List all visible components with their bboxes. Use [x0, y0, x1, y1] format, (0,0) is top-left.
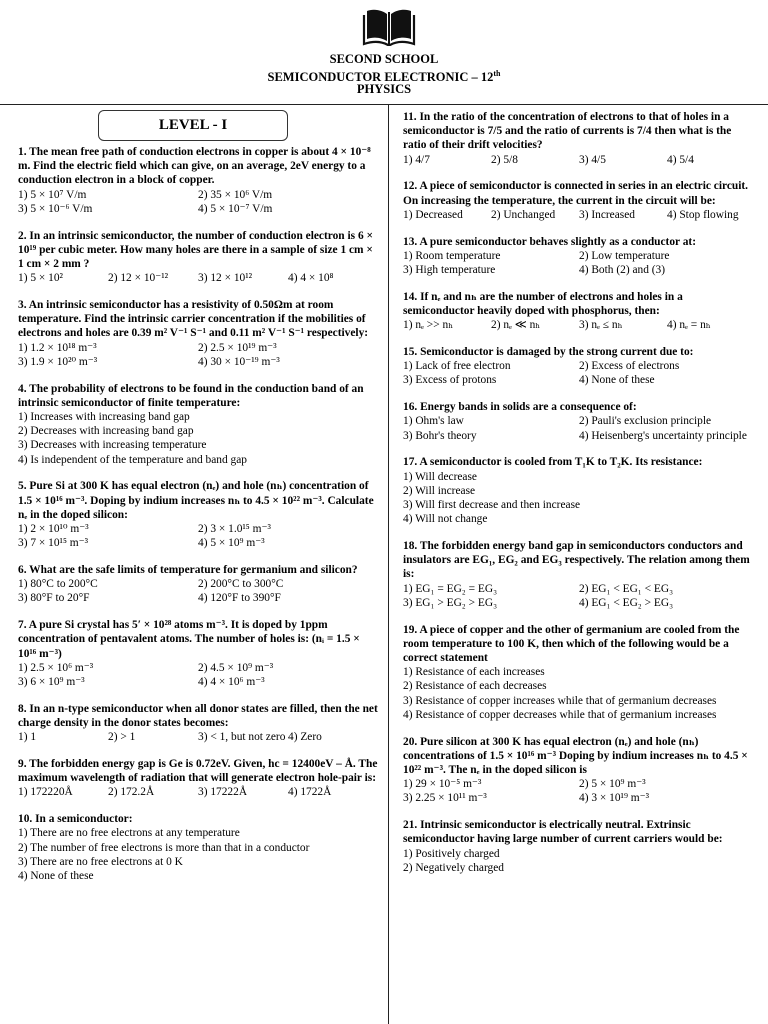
answer-options — [18, 341, 378, 369]
answer-option: 1) Decreased — [403, 208, 463, 221]
answer-options — [18, 522, 378, 550]
answer-option: 2) 3 × 1.0¹⁵ m⁻³ — [198, 523, 271, 536]
question-item — [18, 702, 378, 745]
answer-option: 2) Pauli's exclusion principle — [579, 415, 712, 428]
answer-option: 2) > 1 — [108, 731, 136, 744]
answer-option: 4) 1722Å — [288, 786, 332, 799]
answer-option: 3) Resistance of copper increases while that of germanium decreases — [403, 694, 717, 707]
answer-option: 4) 4 × 10⁸ — [288, 272, 334, 285]
answer-option: 2) 200°C to 300°C — [198, 578, 284, 591]
question-stem: 13. A pure semiconductor behaves slightly as a conductor at: — [403, 235, 697, 248]
answer-option: 2) 35 × 10⁶ V/m — [198, 188, 273, 201]
column-divider — [388, 105, 389, 1024]
question-stem: 15. Semiconductor is damaged by the strong current due to: — [403, 346, 694, 359]
question-item — [18, 229, 378, 286]
question-stem: 18. The forbidden energy band gap in semiconductors conductors and insulators are EG₁, EG₂ and EG₃ respectively. The relation among them is: — [403, 540, 750, 581]
answer-option: 1) Ohm's law — [403, 415, 464, 428]
answer-option: 3) 1.9 × 10²⁰ m⁻³ — [18, 355, 98, 368]
answer-option: 4) None of these — [579, 374, 655, 387]
answer-option: 3) 2.25 × 10¹¹ m⁻³ — [403, 792, 487, 805]
answer-option: 1) Positively charged — [403, 847, 500, 860]
answer-option: 2) Resistance of each decreases — [403, 680, 547, 693]
answer-option: 4) Stop flowing — [667, 208, 739, 221]
answer-option: 1) 1.2 × 10¹⁸ m⁻³ — [18, 341, 97, 354]
question-item — [403, 623, 755, 722]
question-stem: 10. In a semiconductor: — [18, 813, 133, 826]
question-item — [403, 735, 755, 806]
question-item — [18, 145, 378, 216]
question-stem: 20. Pure silicon at 300 K has equal electron (nₑ) and hole (nₕ) concentrations of 1.5 × 10¹⁶ m⁻³ Doping by indium increases nₕ to 4.5 × 10²² m⁻³. The nₑ in the doped silicon is — [403, 735, 748, 777]
answer-option: 4) 5 × 10⁹ m⁻³ — [198, 537, 265, 550]
answer-option: 4) 4 × 10⁶ m⁻³ — [198, 676, 265, 689]
question-item — [18, 618, 378, 689]
answer-option: 2) 12 × 10⁻¹² — [108, 272, 169, 285]
answer-option: 1) 4/7 — [403, 153, 430, 166]
answer-option: 3) 5 × 10⁻⁶ V/m — [18, 202, 93, 215]
answer-option: 2) Will increase — [403, 484, 476, 497]
answer-options — [403, 318, 755, 332]
answer-option: 3) 80°F to 20°F — [18, 592, 90, 605]
answer-option: 4) Is independent of the temperature and band gap — [18, 453, 247, 466]
question-item — [403, 455, 755, 526]
answer-option: 1) nₑ >> nₕ — [403, 319, 454, 332]
question-stem: 8. In an n-type semiconductor when all donor states are filled, then the net charge density in the donor states becomes: — [18, 702, 378, 730]
subject-line: SEMICONDUCTOR ELECTRONIC – 12th — [267, 69, 501, 85]
answer-option: 2) 5 × 10⁹ m⁻³ — [579, 778, 646, 791]
answer-option: 1) 1 — [18, 731, 37, 744]
answer-option: 3) EG₁ > EG₂ > EG₃ — [403, 596, 498, 609]
answer-option: 2) EG₁ < EG₁ < EG₃ — [579, 582, 674, 595]
question-stem: 1. The mean free path of conduction electrons in copper is about 4 × 10⁻⁸ m. Find the electric field which can give, on an average, 2eV energy to a conduction electron in a block of copper. — [18, 146, 371, 187]
answer-option: 3) nₑ ≤ nₕ — [579, 319, 623, 332]
answer-option: 4) Resistance of copper decreases while that of germanium increases — [403, 708, 717, 721]
answer-option: 2) Low temperature — [579, 249, 670, 262]
answer-option: 3) 7 × 10¹⁵ m⁻³ — [18, 537, 89, 550]
answer-options — [403, 470, 755, 527]
question-item — [403, 818, 755, 875]
question-stem: 5. Pure Si at 300 K has equal electron (nₑ) and hole (nₕ) concentration of 1.5 × 10¹⁶ m⁻³. Doping by indium increases nₕ to 4.5 × 10²² m⁻³. Calculate nₑ in the doped silicon: — [18, 480, 374, 521]
answer-option: 4) Both (2) and (3) — [579, 264, 666, 277]
answer-option: 3) 4/5 — [579, 153, 606, 166]
answer-option: 1) EG₁ = EG₂ = EG₃ — [403, 582, 498, 595]
answer-options — [18, 271, 378, 285]
question-stem: 12. A piece of semiconductor is connected in series in an electric circuit. On increasing the temperature, the current in the circuit will be: — [403, 180, 749, 207]
question-stem: 11. In the ratio of the concentration of electrons to that of holes in a semiconductor is 7/5 and the ratio of currents is 7/4 then what is the ratio of their drift velocities? — [403, 111, 732, 152]
answer-option: 4) Will not change — [403, 513, 488, 526]
answer-options — [403, 249, 755, 277]
answer-option: 1) Lack of free electron — [403, 360, 511, 373]
answer-option: 1) 5 × 10² — [18, 272, 63, 285]
answer-option: 3) There are no free electrons at 0 K — [18, 855, 183, 868]
answer-options — [403, 208, 755, 222]
answer-option: 3) Will first decrease and then increase — [403, 499, 581, 512]
question-stem: 17. A semiconductor is cooled from T₁K to T₂K. Its resistance: — [403, 456, 703, 469]
answer-option: 4) None of these — [18, 870, 94, 883]
answer-option: 1) Will decrease — [403, 470, 477, 483]
book-icon — [362, 6, 416, 46]
answer-option: 3) 12 × 10¹² — [198, 272, 253, 285]
question-stem: 16. Energy bands in solids are a consequence of: — [403, 401, 637, 414]
answer-options — [403, 665, 755, 722]
question-item — [403, 400, 755, 443]
answer-option: 2) The number of free electrons is more than that in a conductor — [18, 841, 310, 854]
answer-option: 1) 172220Å — [18, 786, 73, 799]
answer-option: 3) 17222Å — [198, 786, 248, 799]
answer-options — [18, 785, 378, 799]
answer-option: 1) Room temperature — [403, 249, 501, 262]
question-stem: 7. A pure Si crystal has 5′ × 10²⁸ atoms m⁻³. It is doped by 1ppm concentration of pentavalent atoms. The number of holes is: (nᵢ = 1.5 × 10¹⁶ m⁻³) — [18, 619, 360, 660]
answer-options — [18, 577, 378, 605]
answer-option: 2) nₑ ≪ nₕ — [491, 319, 541, 332]
question-item — [18, 382, 378, 467]
right-column — [403, 110, 755, 888]
answer-option: 3) Increased — [579, 208, 635, 221]
answer-option: 3) Excess of protons — [403, 374, 497, 387]
answer-option: 4) 5/4 — [667, 153, 694, 166]
answer-option: 4) EG₁ < EG₂ > EG₃ — [579, 596, 674, 609]
answer-option: 3) < 1, but not zero — [198, 731, 286, 744]
question-stem: 2. In an intrinsic semiconductor, the number of conduction electron is 6 × 10¹⁹ per cubic meter. How many holes are there in a sample of size 1 cm × 1 cm × 2 mm ? — [18, 229, 373, 271]
subject-name: PHYSICS — [356, 82, 412, 96]
question-item — [403, 110, 755, 167]
answer-option: 1) 5 × 10⁷ V/m — [18, 188, 87, 201]
answer-option: 2) Negatively charged — [403, 861, 504, 874]
answer-option: 4) 30 × 10⁻¹⁹ m⁻³ — [198, 355, 280, 368]
left-column — [18, 110, 378, 896]
answer-option: 4) 5 × 10⁻⁷ V/m — [198, 202, 273, 215]
answer-options — [18, 188, 378, 216]
question-stem: 14. If nₑ and nₕ are the number of electrons and holes in a semiconductor heavily doped with phosphorus, then: — [403, 290, 683, 318]
question-item — [403, 539, 755, 610]
answer-option: 1) There are no free electrons at any temperature — [18, 827, 240, 840]
question-stem: 21. Intrinsic semiconductor is electrically neutral. Extrinsic semiconductor having large number of current carriers would be: — [403, 819, 723, 846]
question-stem: 9. The forbidden energy gap is Ge is 0.72eV. Given, hc = 12400eV – Å. The maximum wavelength of radiation that will generate electron hole-pair is: — [18, 758, 378, 785]
answer-options — [403, 582, 755, 610]
answer-option: 4) 120°F to 390°F — [198, 592, 281, 605]
answer-option: 2) 4.5 × 10⁹ m⁻³ — [198, 661, 274, 674]
page-header — [0, 0, 768, 100]
answer-option: 1) 2 × 10¹⁰ m⁻³ — [18, 523, 89, 536]
question-stem: 3. An intrinsic semiconductor has a resistivity of 0.50Ωm at room temperature. Find the intrinsic carrier concentration if the mobilities of electrons and holes are 0.39 m² V⁻¹ S⁻¹ and 0.11 m² V⁻¹ S⁻¹ respectively: — [18, 299, 369, 340]
question-stem: 6. What are the safe limits of temperature for germanium and silicon? — [18, 564, 358, 577]
answer-options — [18, 826, 378, 883]
answer-option: 1) 29 × 10⁻⁵ m⁻³ — [403, 778, 482, 791]
answer-options — [403, 359, 755, 387]
answer-option: 3) High temperature — [403, 264, 496, 277]
question-item — [18, 563, 378, 606]
answer-option: 2) 5/8 — [491, 153, 518, 166]
question-item — [403, 345, 755, 388]
answer-option: 4) nₑ = nₕ — [667, 319, 711, 332]
question-stem: 19. A piece of copper and the other of germanium are cooled from the room temperature to 100 K, then which of the following would be a correct statement — [403, 623, 740, 665]
answer-option: 2) 172.2Å — [108, 786, 155, 799]
answer-option: 3) Decreases with increasing temperature — [18, 439, 207, 452]
school-name: SECOND SCHOOL — [329, 52, 439, 66]
question-item — [18, 812, 378, 883]
answer-option: 2) 2.5 × 10¹⁹ m⁻³ — [198, 341, 277, 354]
answer-options — [18, 661, 378, 689]
answer-option: 4) Zero — [288, 731, 322, 744]
answer-option: 2) Unchanged — [491, 208, 556, 221]
answer-options — [403, 777, 755, 805]
question-item — [403, 179, 755, 222]
answer-option: 1) Increases with increasing band gap — [18, 411, 190, 424]
header-divider — [0, 104, 768, 105]
answer-option: 3) Bohr's theory — [403, 429, 477, 442]
level-label: LEVEL - I — [98, 110, 288, 141]
answer-option: 1) 2.5 × 10⁶ m⁻³ — [18, 661, 94, 674]
answer-option: 1) Resistance of each increases — [403, 666, 545, 679]
answer-option: 1) 80°C to 200°C — [18, 578, 98, 591]
question-item — [403, 235, 755, 278]
answer-options — [403, 153, 755, 167]
answer-options — [18, 730, 378, 744]
answer-option: 3) 6 × 10⁹ m⁻³ — [18, 676, 85, 689]
question-item — [18, 479, 378, 550]
question-item — [18, 757, 378, 800]
answer-option: 2) Decreases with increasing band gap — [18, 425, 194, 438]
answer-options — [403, 414, 755, 442]
question-item — [403, 290, 755, 333]
answer-options — [18, 410, 378, 467]
answer-options — [403, 847, 755, 875]
question-item — [18, 298, 378, 369]
question-stem: 4. The probability of electrons to be found in the conduction band of an intrinsic semiconductor of finite temperature: — [18, 382, 364, 409]
answer-option: 4) 3 × 10¹⁹ m⁻³ — [579, 792, 650, 805]
answer-option: 4) Heisenberg's uncertainty principle — [579, 429, 747, 442]
answer-option: 2) Excess of electrons — [579, 360, 680, 373]
